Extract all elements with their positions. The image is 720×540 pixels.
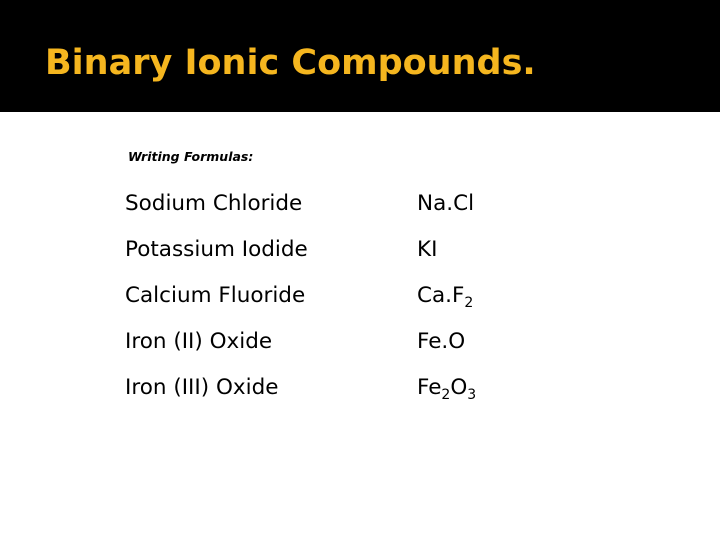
compound-row	[125, 369, 585, 415]
formula-subscript: 3	[467, 387, 477, 403]
compound-row	[125, 323, 585, 369]
compound-name: Iron (III) Oxide	[125, 375, 279, 400]
slide-subtitle: Writing Formulas:	[128, 149, 254, 164]
compound-formula: Na.Cl	[417, 191, 475, 216]
compound-row	[125, 185, 585, 231]
compound-name: Potassium Iodide	[125, 237, 308, 262]
compound-formula: KI	[417, 237, 438, 262]
compound-formula: $Fe_2O_3$	[417, 375, 477, 403]
title-bar	[0, 0, 720, 112]
compound-name: Iron (II) Oxide	[125, 329, 273, 354]
compound-formula: $Ca.F_2$	[417, 283, 474, 311]
compound-row	[125, 277, 585, 323]
compound-row	[125, 231, 585, 277]
compound-table	[125, 185, 585, 415]
formula-subscript: 2	[441, 387, 451, 403]
compound-name: Sodium Chloride	[125, 191, 303, 216]
compound-name: Calcium Fluoride	[125, 283, 306, 308]
formula-subscript: 2	[464, 295, 474, 311]
slide-title: Binary Ionic Compounds.	[45, 43, 536, 83]
compound-formula: Fe.O	[417, 329, 466, 354]
